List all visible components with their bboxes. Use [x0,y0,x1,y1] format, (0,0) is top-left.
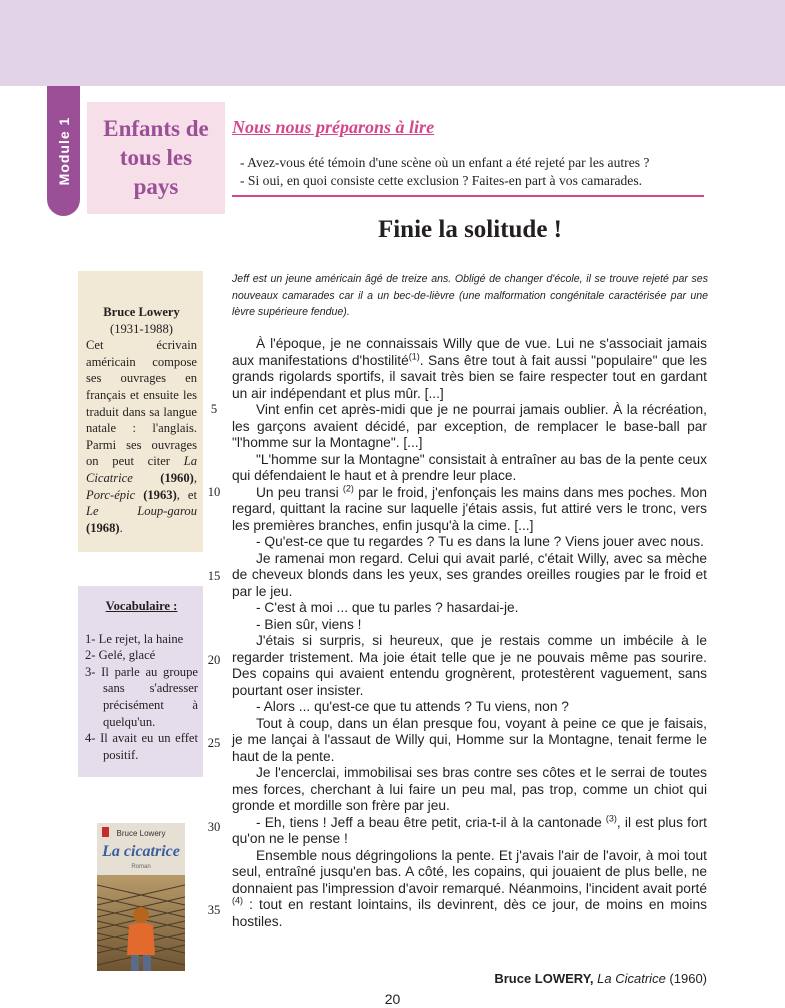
vocabulary-item: 3- Il parle au groupe sans s'adresser précisément à quelqu'un. [85,664,198,729]
vocabulary-box [78,586,203,777]
cover-illustration [97,875,185,971]
cover-title: La cicatrice [102,843,180,860]
prereading-questions [240,154,710,190]
vocabulary-item: 4- Il avait eu un effet positif. [85,731,198,762]
question-1: - Avez-vous été témoin d'une scène où un enfant a été rejeté par les autres ? [240,155,650,170]
line-number: 30 [207,820,221,834]
paragraph-text: . Sans être tout à fait aussi "populaire" que les grands rigolards sportifs, il savait très bien se faire respecter tout en gardant un air indépendant et plus mûr. [...] [232,352,707,401]
author-bio: Cet écrivain américain compose ses ouvrages en français et ensuite les traduit dans sa langue natale : l'anglais. Parmi ses ouvrages on peut citer La Cicatrice (1960), Porc-épic (1963), et Le Loup-garou (1968). [86,338,197,535]
paragraph [232,482,707,535]
footnote-ref: (4) [232,895,243,906]
cover-author: Bruce Lowery [116,829,166,838]
work-year: (1968) [86,520,120,535]
section-title: Nous nous préparons à lire [232,117,435,137]
theme-box: Enfants de tous les pays [87,102,225,214]
intro-paragraph: Jeff est un jeune américain âgé de treize ans. Obligé de changer d'école, il se trouve rejeté par ses nouveaux camarades car il a un bec-de-lièvre (une malformation congénitale caractérisée par une lèvre supérieure fendue). [232,273,708,319]
paragraph: Je ramenai mon regard. Celui qui avait parlé, c'était Willy, avec sa mèche de cheveux blonds dans les yeux, ses grandes oreilles rougies par le froid et par le jeu. [232,550,707,599]
author-name: Bruce Lowery [103,305,180,319]
paragraph-text: , il est plus fort qu'on ne le pense ! [232,814,707,846]
page-number: 20 [384,991,401,1007]
dialogue-line: - Qu'est-ce que tu regardes ? Tu es dans la lune ? Viens jouer avec nous. [256,534,704,549]
source-citation [232,971,707,986]
work-year: (1960) [160,470,194,485]
header-band [0,0,785,86]
paragraph: Vint enfin cet après-midi que je ne pourrai jamais oublier. À la récréation, les garçons avaient décidé, par exception, de remplacer le base-ball par "l'homme sur la Montagne". [...] [232,402,707,450]
section-divider [232,195,704,197]
work-year: (1963) [143,487,177,502]
author-box [78,271,203,552]
line-number: 35 [207,903,221,917]
source-year: (1960) [669,971,707,986]
dialogue-line: - C'est à moi ... que tu parles ? hasardai-je. [256,600,519,615]
line-number: 15 [207,569,221,583]
paragraph-text: À l'époque, je ne connaissais Willy que de vue. Lui ne s'associait jamais aux manifestations d'hostilité [232,336,707,368]
author-bio-text: Cet écrivain américain compose ses ouvrages en français et ensuite les traduit dans sa langue natale : l'anglais. Parmi ses ouvrages on peut citer [86,338,197,469]
dialogue-line [232,812,707,848]
footnote-ref: (1) [408,350,420,361]
paragraph-text: Un peu transi [256,484,343,500]
footnote-ref: (3) [605,812,617,823]
main-text [232,336,707,930]
module-label: Module 1 [55,116,72,186]
paragraph [232,336,707,402]
paragraph-text: - Eh, tiens ! Jeff a beau être petit, cria-t-il à la cantonade [256,814,606,830]
work-title: Le Loup-garou [86,504,197,519]
source-book: La Cicatrice [597,971,666,986]
line-number: 20 [207,653,221,667]
paragraph: Tout à coup, dans un élan presque fou, voyant à peine ce que je faisais, je me lançai à l'assaut de Willy qui, Homme sur la Montagne, tenait ferme le haut de la pente. [232,715,707,764]
book-cover-image [97,823,185,971]
paragraph-text: : tout en restant lointains, ils devinrent, dès ce jour, de moins en moins hostiles. [232,897,707,929]
line-number: 10 [207,485,221,499]
vocabulary-title: Vocabulaire : [105,599,178,613]
work-title: La Cicatrice [86,454,197,485]
source-author: Bruce LOWERY, [494,971,594,986]
text-title: Finie la solitude ! [377,216,563,243]
dialogue-line: - Bien sûr, viens ! [256,616,362,632]
footnote-ref: (2) [342,482,354,493]
dialogue-line: - Alors ... qu'est-ce que tu attends ? Tu viens, non ? [256,699,569,714]
paragraph-text: Ensemble nous dégringolions la pente. Et j'avais l'air de l'avoir, à moi tout seul, entraîné jusqu'en bas. A côté, les copains, qui jouaient de plus belle, ne donnaient pas l'impression d'avoir remarqué. Néanmoins, l'incident avait porté [232,847,707,896]
boy-at-fence-illustration [97,875,185,971]
module-tab [47,86,80,216]
paragraph: Je l'encerclai, immobilisai ses bras contre ses côtes et le serrai de toutes mes forces, cherchant à lui faire un peu mal, pas trop, comme un chiot qui gronde et mordille son frère par jeu. [232,765,707,813]
paragraph: J'étais si surpris, si heureux, que je restais comme un imbécile à le regarder tristement. Ma joie était telle que je ne pouvais même pas sourire. Des copains qui avaient entendu grognèrent, protestèrent vaguement, sans pourtant oser insister. [232,633,707,698]
paragraph [232,848,707,931]
work-title: Porc-épic [86,487,136,502]
cover-subtitle: Roman [131,864,151,870]
question-2: - Si oui, en quoi consiste cette exclusion ? Faites-en part à vos camarades. [240,173,643,188]
line-number: 5 [210,402,218,416]
line-number: 25 [207,736,221,750]
paragraph: "L'homme sur la Montagne" consistait à entraîner au bas de la pente ceux qui défendaient le haut et à prendre leur place. [232,451,707,483]
author-dates: (1931-1988) [110,321,173,336]
vocabulary-item: 2- Gelé, glacé [85,648,156,663]
paragraph-text: par le froid, j'enfonçais les mains dans mes poches. Mon regard, quittant la racine sur laquelle j'étais assis, fut attiré vers le tronc, vers les premières branches, enfin jusqu'à la cime. [...] [232,484,707,533]
vocabulary-item: 1- Le rejet, la haine [85,631,184,646]
